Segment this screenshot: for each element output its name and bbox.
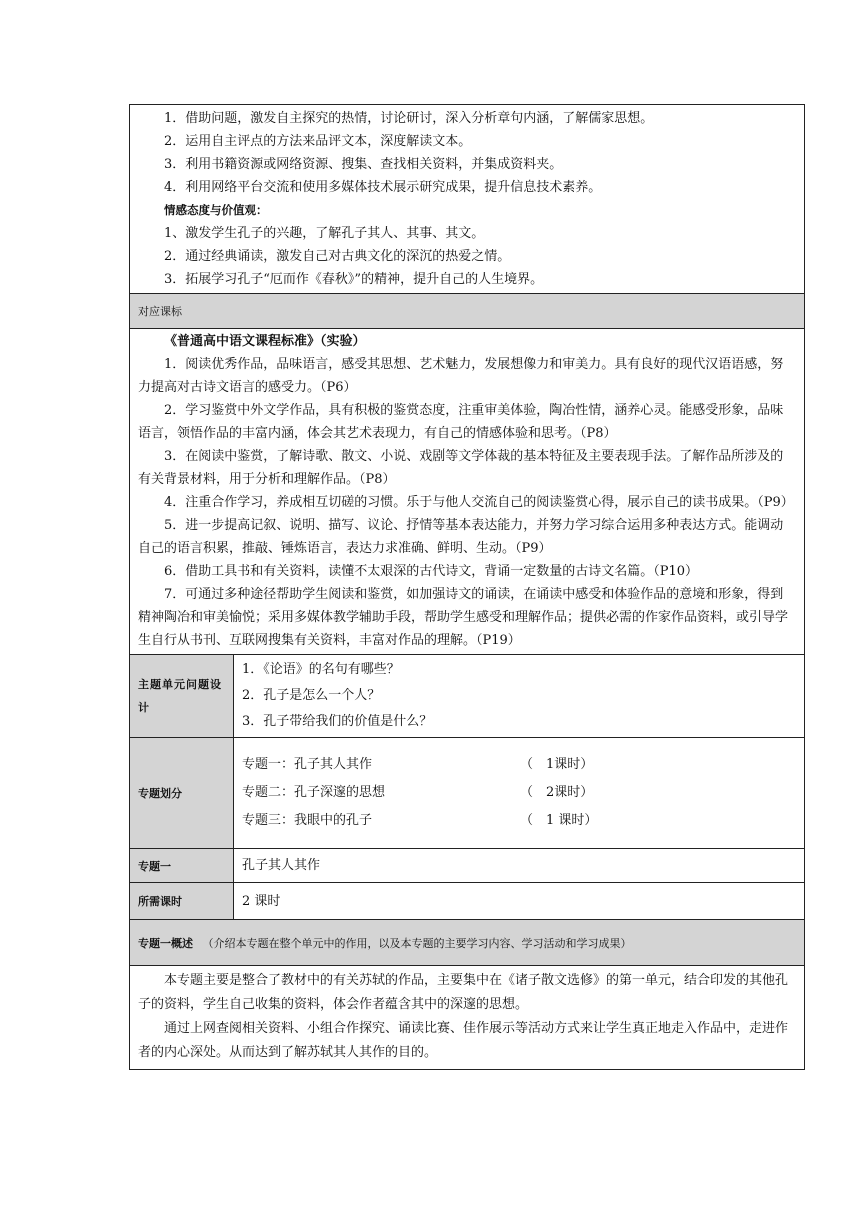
overview-paragraph: 通过上网查阅相关资料、小组合作探究、诵读比赛、佳作展示等活动方式来让学生真正地走入作品中，走进作者的内心深处。从而达到了解苏轼其人其作的目的。 [138, 1021, 789, 1060]
standards-cell [130, 329, 805, 655]
standards-label: 对应课标 [130, 294, 805, 329]
lesson-plan-table [129, 104, 805, 1070]
topics-cell [234, 738, 805, 849]
standard-item: 6．借助工具书和有关资料，读懂不太艰深的古代诗文，背诵一定数量的古诗文名篇。（P10） [164, 564, 699, 579]
topic-name: 专题三：我眼中的孔子 [242, 813, 373, 828]
overview-note: （介绍本专题在整个单元中的作用，以及本专题的主要学习内容、学习活动和学习成果） [202, 936, 632, 950]
topic-entry [242, 807, 796, 835]
skill-item: 2．运用自主评点的方法来品评文本，深度解读文本。 [164, 134, 472, 149]
standard-item: 3．在阅读中鉴赏，了解诗歌、散文、小说、戏剧等文学体裁的基本特征及主要表现手法。了解作品所涉及的有关背景材料，用于分析和理解作品。（P8） [138, 449, 784, 487]
topic-hours: （ 1课时） [520, 757, 594, 772]
emotion-heading: 情感态度与价值观： [164, 203, 268, 217]
topic1-label: 专题一 [130, 849, 234, 883]
emotion-item: 2．通过经典诵读，激发自己对古典文化的深沉的热爱之情。 [164, 249, 511, 264]
topic-name: 专题二：孔子深邃的思想 [242, 785, 386, 800]
objectives-cell [130, 105, 805, 294]
overview-label-row [130, 920, 805, 966]
overview-row [130, 966, 805, 1070]
topic-hours: （ 1 课时） [520, 813, 598, 828]
topic-name: 专题一：孔子其人其作 [242, 757, 373, 772]
skill-item: 3．利用书籍资源或网络资源、搜集、查找相关资料，并集成资料夹。 [164, 157, 563, 172]
topics-label: 专题划分 [130, 738, 234, 849]
hours-row [130, 883, 805, 920]
overview-label: 专题一概述 [138, 936, 193, 950]
questions-label: 主题单元问题设计 [130, 655, 234, 738]
standard-item: 7．可通过多种途径帮助学生阅读和鉴赏，如加强诗文的诵读，在诵读中感受和体验作品的意境和形象，得到精神陶冶和审美愉悦；采用多媒体教学辅助手段，帮助学生感受和理解作品；提供必需的作家作品资料，或引导学生自行从书刊、互联网搜集有关资料，丰富对作品的理解。（P19） [138, 587, 789, 648]
questions-row [130, 655, 805, 738]
overview-label-cell [130, 920, 805, 966]
topic-entry [242, 779, 796, 807]
topics-row [130, 738, 805, 849]
standard-item: 2．学习鉴赏中外文学作品，具有积极的鉴赏态度，注重审美体验，陶冶性情，涵养心灵。能感受形象，品味语言，领悟作品的丰富内涵，体会其艺术表现力，有自己的情感体验和思考。（P8） [138, 403, 784, 441]
overview-cell [130, 966, 805, 1070]
standards-title: 《普通高中语文课程标准》（实验） [164, 334, 366, 349]
standard-item: 4．注重合作学习，养成相互切磋的习惯。乐于与他人交流自己的阅读鉴赏心得，展示自己的读书成果。（P9） [164, 495, 794, 510]
standards-label-row [130, 294, 805, 329]
hours-label: 所需课时 [130, 883, 234, 920]
question-item: 3．孔子带给我们的价值是什么？ [242, 714, 433, 729]
lesson-plan-document [129, 104, 804, 1070]
objectives-row [130, 105, 805, 294]
emotion-item: 3．拓展学习孔子“厄而作《春秋》”的精神，提升自己的人生境界。 [164, 272, 544, 287]
topic-entry [242, 751, 796, 779]
question-item: 2．孔子是怎么一个人？ [242, 688, 381, 703]
standard-item: 5．进一步提高记叙、说明、描写、议论、抒情等基本表达能力，并努力学习综合运用多种表达方式。能调动自己的语言积累，推敲、锤炼语言，表达力求准确、鲜明、生动。（P9） [138, 518, 784, 556]
topic1-row [130, 849, 805, 883]
skill-item: 1．借助问题，激发自主探究的热情，讨论研讨，深入分析章句内涵，了解儒家思想。 [164, 111, 654, 126]
emotion-item: 1、激发学生孔子的兴趣，了解孔子其人、其事、其文。 [164, 226, 485, 241]
standards-row [130, 329, 805, 655]
hours-value: 2 课时 [234, 883, 805, 920]
questions-cell [234, 655, 805, 738]
skill-item: 4．利用网络平台交流和使用多媒体技术展示研究成果，提升信息技术素养。 [164, 180, 602, 195]
standard-item: 1．阅读优秀作品，品味语言，感受其思想、艺术魅力，发展想像力和审美力。具有良好的现代汉语语感，努力提高对古诗文语言的感受力。（P6） [138, 357, 784, 395]
topic-hours: （ 2课时） [520, 785, 594, 800]
topic1-value: 孔子其人其作 [234, 849, 805, 883]
question-item: 1．《论语》的名句有哪些？ [242, 662, 400, 677]
overview-paragraph: 本专题主要是整合了教材中的有关苏轼的作品，主要集中在《诸子散文选修》的第一单元，结合印发的其他孔子的资料，学生自己收集的资料，体会作者蕴含其中的深邃的思想。 [138, 973, 789, 1012]
